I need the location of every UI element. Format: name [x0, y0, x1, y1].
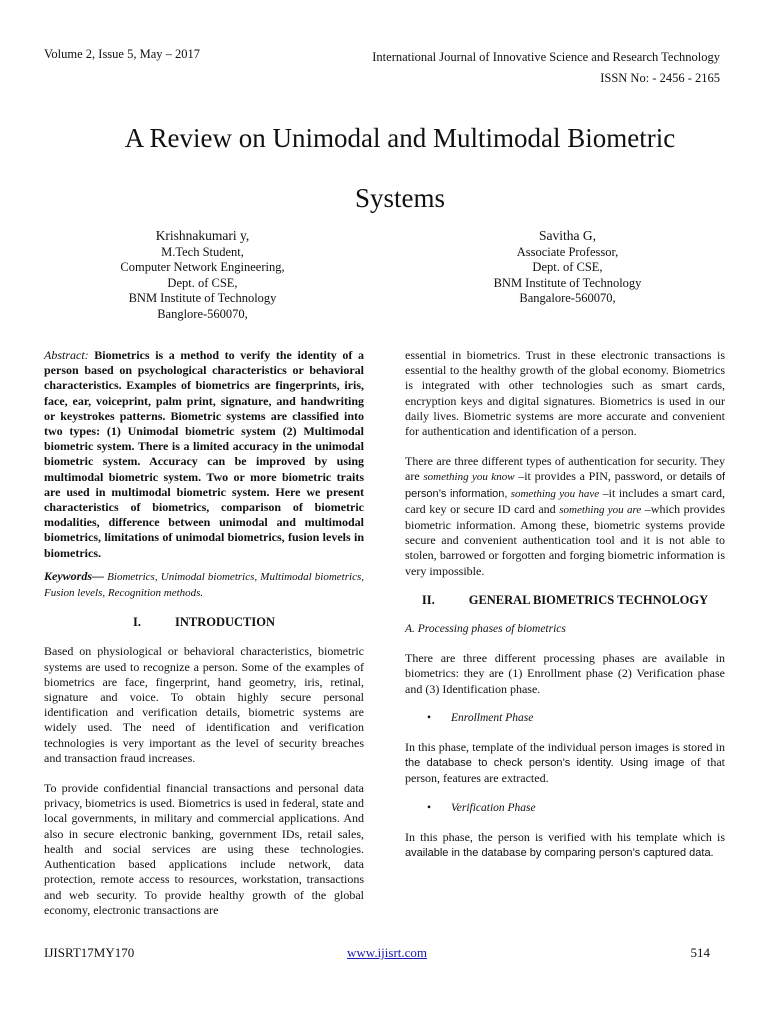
author-block-2 [465, 228, 670, 307]
section-heading-general-biometrics [405, 593, 725, 608]
section-title: INTRODUCTION [174, 615, 275, 630]
keywords-label: Keywords— [44, 568, 104, 583]
abstract-text: Biometrics is a method to verify the identity of a person based on psychological characteristics or behavioral characteristics. Examples of biometrics are fingerprints, iris, face, ear, voiceprint, palm print, signature, and handwriting or keystrokes patterns. Biometric systems are classified into two types: (1) Unimodal biometric system (2) Multimodal biometric system. There is a limited accuracy in the unimodal biometric system. Accuracy can be improved by using multimodal biometric system. Two or more biometric traits are used in multimodal biometric system. Here we present characteristics of biometrics, comparison of biometric modalities, difference between unimodal and multimodal biometrics, limitations of unimodal biometrics, fusion levels in biometrics. [44, 348, 364, 560]
author-affiliation-line: Computer Network Engineering, [120, 260, 285, 274]
section-number: I. [132, 615, 141, 630]
text-run: –which provides biometric information. Among these, biometric systems provide secure and convenient authentication tool and it is not able to stolen, barrowed or forgotten and forging biometric information is very impossible. [405, 501, 726, 578]
abstract [44, 348, 364, 561]
authentication-paragraph [405, 454, 725, 579]
text-run-italic: something you have [507, 487, 600, 500]
bullet-icon: • [427, 801, 432, 814]
footer-website-link[interactable]: www.ijisrt.com [347, 945, 428, 960]
intro-paragraph-2: To provide confidential financial transactions and personal data privacy, biometrics is used. Biometrics is used in federal, state and local governments, in military and commercial applications. And also in secure electronic banking, government IDs, retail sales, health and social services are using these technologies. Authentication based applications include network, data protection, remote access to resources, workstation, transactions and web security. To provide healthy growth of the global economy, electronic transactions are [44, 781, 364, 917]
author-affiliation-line: BNM Institute of Technology [128, 291, 277, 305]
header-volume: Volume 2, Issue 5, May – 2017 [44, 47, 201, 61]
text-run: of that person, features are extracted. [405, 755, 725, 786]
text-run-sans: the database to check person’s identity. Using image [405, 757, 685, 770]
left-column [44, 348, 364, 918]
section-heading-introduction [44, 615, 364, 630]
right-paragraph-1: essential in biometrics. Trust in these electronic transactions is essential to the healthy growth of the global economy. Biometrics is integrated with other technologies such as smart cards, encryption keys and digital signatures. Biometrics is used in our daily lives. Biometric systems are more accurate and convenient for authentication and identification of a person. [405, 348, 725, 439]
footer-page-number: 514 [690, 945, 710, 960]
right-column [405, 348, 725, 861]
text-run: In this phase, template of the individual person images is stored in [405, 740, 725, 755]
section-number: II. [421, 592, 435, 607]
bullet-icon: • [427, 711, 432, 724]
text-run: There are three different types of authentication for security. They are [405, 454, 725, 484]
abstract-label: Abstract: [44, 348, 89, 362]
paper-title [40, 108, 760, 228]
enrollment-paragraph [405, 740, 725, 787]
text-run: In this phase, the person is verified with his template which is [405, 829, 725, 844]
author-block-1 [100, 228, 305, 322]
author-name: Krishnakumari y, [155, 228, 250, 243]
bullet-label: Verification Phase [451, 801, 536, 814]
paper-title-line-2: Systems [354, 183, 446, 213]
text-run-italic: something you are [559, 503, 642, 516]
paper-title-line-1: A Review on Unimodal and Multimodal Biometric [124, 123, 676, 153]
intro-paragraph-1: Based on physiological or behavioral characteristics, biometric systems are used to recognize a person. Some of the examples of biometrics are face, fingerprint, hand geometry, iris, retinal, signature and voice. To obtain highly secure personal identification and verification details, biometric systems are widely used. The need of identification and verification technologies is very important as the level of security breaches and transaction fraud increases. [44, 644, 364, 765]
text-run-sans: details of person’s information, [405, 471, 726, 500]
subsection-heading: A. Processing phases of biometrics [405, 623, 566, 636]
bullet-label: Enrollment Phase [451, 711, 534, 724]
text-run: –it includes a smart card, card key or secure ID card and [405, 485, 726, 516]
author-affiliation-line: M.Tech Student, [161, 244, 244, 259]
footer-paper-id: IJISRT17MY170 [44, 945, 135, 960]
processing-phases-paragraph: There are three different processing phases are available in biometrics: they are (1) Enrollment phase (2) Verification phase and (3) Identification phase. [405, 651, 725, 696]
header-issn: ISSN No: - 2456 - 2165 [600, 71, 720, 85]
header-journal-block [372, 47, 720, 89]
author-affiliation-line: Banglore-560070, [157, 306, 248, 321]
author-affiliation-line: Dept. of CSE, [532, 260, 603, 274]
author-affiliation-line: Bangalore-560070, [519, 291, 616, 305]
bullet-verification-phase [427, 801, 725, 816]
author-affiliation-line: Associate Professor, [516, 244, 619, 259]
verification-paragraph [405, 830, 725, 861]
text-run-italic: something you know [423, 471, 515, 484]
author-affiliation-line: BNM Institute of Technology [493, 275, 642, 290]
bullet-enrollment-phase [427, 711, 725, 726]
keywords-text: Biometrics, Unimodal biometrics, Multimodal biometrics, Fusion levels, Recognition methods. [44, 570, 364, 600]
author-affiliation-line: Dept. of CSE, [167, 275, 238, 290]
section-title: GENERAL BIOMETRICS TECHNOLOGY [468, 592, 709, 607]
text-run-sans: available in the database by comparing person’s captured data. [405, 847, 714, 860]
author-name: Savitha G, [539, 228, 596, 243]
text-run: –it provides a PIN, password, or [514, 469, 681, 484]
keywords [44, 569, 364, 601]
header-journal-name: International Journal of Innovative Science and Research Technology [372, 50, 720, 64]
